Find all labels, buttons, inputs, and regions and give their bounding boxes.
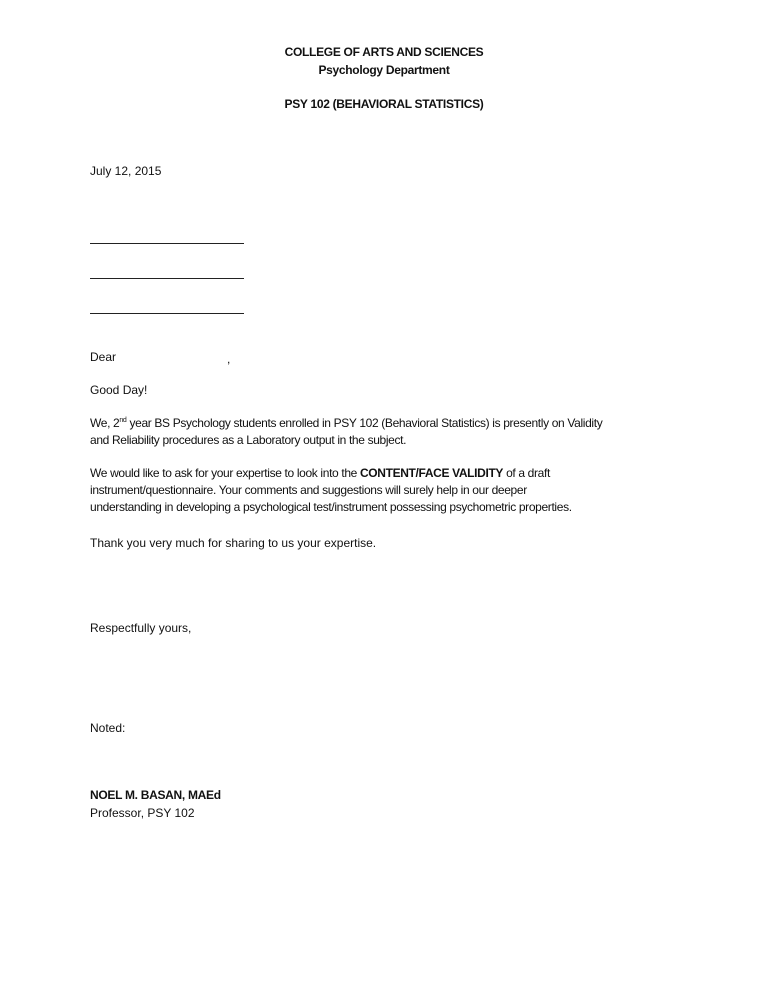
department-heading: Psychology Department — [318, 63, 450, 77]
request-line-1-end: of a draft — [503, 466, 550, 480]
letter-date: July 12, 2015 — [90, 164, 162, 178]
recipient-blank-line-1 — [90, 243, 244, 244]
signatory-title: Professor, PSY 102 — [90, 806, 195, 820]
paragraph-intro-line-1 — [90, 415, 690, 432]
salutation-dear: Dear — [90, 350, 117, 364]
request-emphasis: CONTENT/FACE VALIDITY — [359, 466, 504, 480]
paragraph-request — [90, 465, 690, 516]
paragraph-intro-line-2: and Reliability procedures as a Laboratory output in the subject. — [90, 433, 407, 447]
recipient-blank-line-2 — [90, 278, 244, 279]
paragraph-intro — [90, 415, 690, 449]
closing: Respectfully yours, — [90, 621, 192, 635]
noted-label: Noted: — [90, 721, 126, 735]
request-line-1-start: We would like to ask for your expertise to look into the — [90, 466, 360, 480]
course-heading: PSY 102 (BEHAVIORAL STATISTICS) — [284, 97, 484, 111]
recipient-blank-line-3 — [90, 313, 244, 314]
thanks-line: Thank you very much for sharing to us your expertise. — [90, 536, 377, 550]
signatory-name: NOEL M. BASAN, MAEd — [90, 788, 221, 802]
college-heading: COLLEGE OF ARTS AND SCIENCES — [284, 45, 484, 59]
paragraph-request-line-1 — [90, 465, 690, 482]
intro-line-1-rest: year BS Psychology students enrolled in PSY 102 (Behavioral Statistics) is presently on Validity — [126, 416, 603, 430]
greeting: Good Day! — [90, 383, 148, 397]
paragraph-request-line-3: understanding in developing a psychological test/instrument possessing psychometric properties. — [90, 500, 572, 514]
salutation-comma: , — [227, 352, 231, 366]
intro-we: We, 2 — [90, 416, 120, 430]
ordinal-suffix: nd — [119, 417, 127, 424]
paragraph-request-line-2: instrument/questionnaire. Your comments and suggestions will surely help in our deeper — [90, 483, 527, 497]
